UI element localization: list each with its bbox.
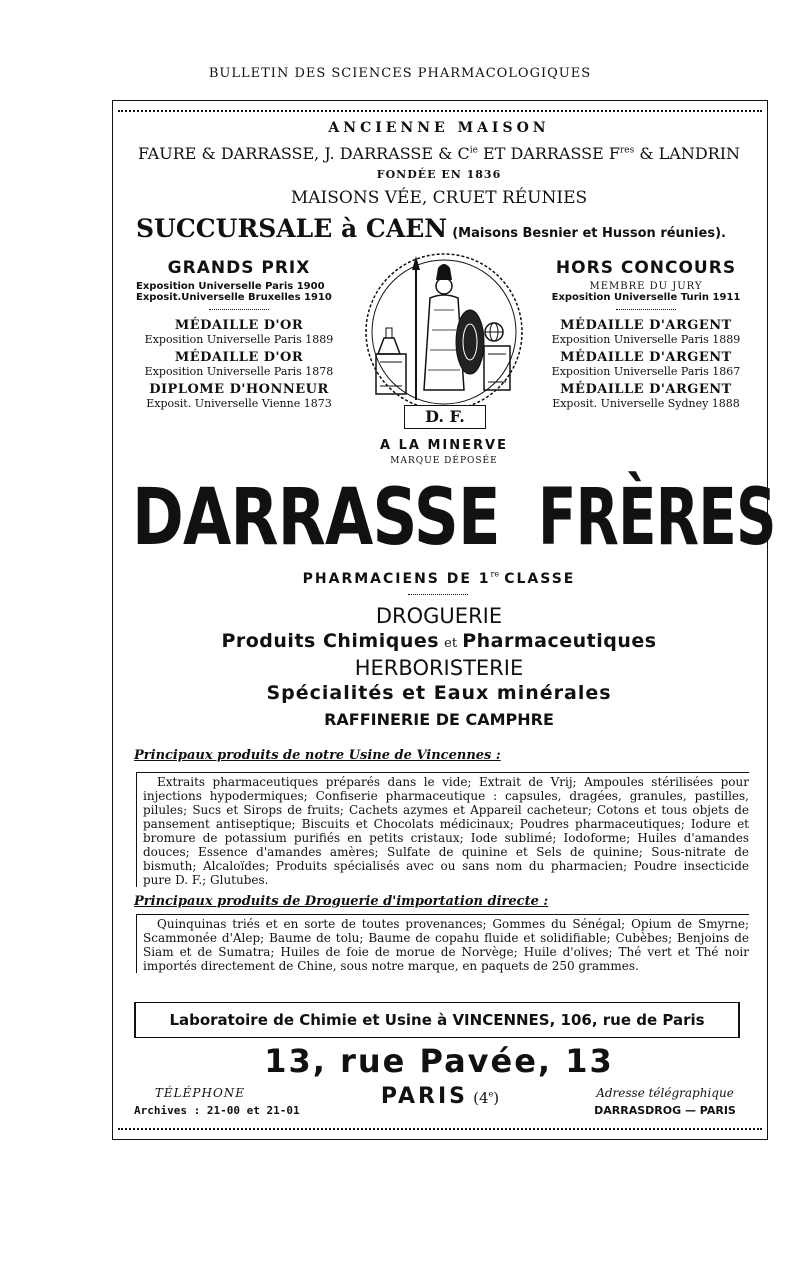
marque-deposee: MARQUE DÉPOSÉE [390,456,498,466]
partners-sup-b: res [620,145,635,156]
minerva-emblem [354,250,534,430]
laboratoire-box: Laboratoire de Chimie et Usine à VINCENNES, 106, rue de Paris [134,1002,740,1038]
left-ornament-rule [209,309,269,310]
street-address: 13, rue Pavée, 13 [264,1042,614,1080]
city: PARIS [380,1084,468,1109]
right-medal-2-title: MÉDAILLE D'ARGENT [560,350,732,365]
arrondissement-close: ) [493,1089,500,1107]
produits-chimiques: Produits Chimiques [221,630,440,652]
bottom-border-ornament [118,1128,762,1130]
awards-left [134,258,344,410]
telegraph-value: DARRASDROG — PARIS [594,1104,736,1117]
telephone-value: Archives : 21-00 et 21-01 [134,1104,300,1117]
produits-line [112,630,766,652]
brand-name-darrasse: DARRASSE [132,473,500,563]
a-la-minerve: A LA MINERVE [380,438,508,453]
left-medal-1-sub: Exposition Universelle Paris 1889 [144,333,334,346]
right-medal-3-sub: Exposit. Universelle Sydney 1888 [552,397,740,410]
left-medal-3-sub: Exposit. Universelle Vienne 1873 [146,397,332,410]
city-line [330,1084,550,1109]
pharmaciens-part-b: CLASSE [504,571,576,587]
right-medal-1-sub: Exposition Universelle Paris 1889 [551,333,741,346]
partners-part-b: ET DARRASSE F [483,144,620,163]
hors-concours-title: HORS CONCOURS [555,258,737,278]
arrondissement-sup: e [488,1089,494,1099]
left-medal-1-title: MÉDAILLE D'OR [174,318,304,333]
partners-part-a: FAURE & DARRASSE, J. DARRASSE & C [137,144,470,163]
grands-prix-title: GRANDS PRIX [167,258,311,278]
succursale-line [136,214,766,243]
left-medal-2-title: MÉDAILLE D'OR [174,350,304,365]
ancienne-maison: ANCIENNE MAISON [328,120,550,136]
partners-line [112,144,766,163]
partners-sup-a: ie [469,145,478,156]
pharmaciens-sup: re [490,569,500,579]
maisons-reunies: MAISONS VÉE, CRUET RÉUNIES [290,188,588,208]
partners-part-c: & LANDRIN [639,144,741,163]
produits-et: et [444,636,458,651]
running-title: BULLETIN DES SCIENCES PHARMACOLOGIQUES [208,66,592,81]
right-medal-1-title: MÉDAILLE D'ARGENT [560,318,732,333]
grands-prix-line-1: Exposition Universelle Paris 1900 [136,281,325,292]
right-medal-2-sub: Exposition Universelle Paris 1867 [551,365,741,378]
section2-body: Quinquinas triés et en sorte de toutes provenances; Gommes du Sénégal; Opium de Smyrne; Scammonée d'Alep; Baume de tolu; Baume de copahu fluide et solidifiable; Cubèbes; Benjoins de Siam et de Sumatra; Huiles de foie de morue de Norvège; Huile d'olives; Thé vert et Thé noir importés directement de Chine, sous notre marque, en paquets de 250 grammes. [136,914,749,973]
df-plaque: D. F. [404,405,486,429]
membre-du-jury: MEMBRE DU JURY [589,281,703,292]
droguerie: DROGUERIE [375,604,503,628]
herboristerie: HERBORISTERIE [354,656,524,680]
section2-heading: Principaux produits de Droguerie d'importation directe : [134,894,549,909]
telephone-label: TÉLÉPHONE [154,1086,246,1100]
turin-exposition: Exposition Universelle Turin 1911 [551,292,741,303]
right-medal-3-title: MÉDAILLE D'ARGENT [560,382,732,397]
pharmaciens-line [112,568,766,587]
specialites: Spécialités et Eaux minérales [266,682,612,704]
fondee: FONDÉE EN 1836 [376,168,502,181]
pharmaciens-ornament [408,594,468,595]
succursale: SUCCURSALE à CAEN [136,214,448,243]
succursale-note: (Maisons Besnier et Husson réunies). [452,226,726,241]
right-ornament-rule [616,309,676,310]
telegraph-label: Adresse télégraphique [596,1086,734,1100]
left-medal-2-sub: Exposition Universelle Paris 1878 [144,365,334,378]
produits-pharmaceutiques: Pharmaceutiques [462,630,657,652]
left-medal-3-title: DIPLOME D'HONNEUR [149,382,329,397]
section1-heading: Principaux produits de notre Usine de Vincennes : [134,748,501,763]
awards-right [546,258,746,410]
brand-name-freres: FRÈRES [538,473,776,563]
arrondissement-open: (4 [473,1089,489,1107]
pharmaciens-part-a: PHARMACIENS DE 1 [302,571,491,587]
raffinerie: RAFFINERIE DE CAMPHRE [324,710,554,729]
section1-body: Extraits pharmaceutiques préparés dans le vide; Extrait de Vrij; Ampoules stérilisées pour injections hypodermiques; Confiserie pharmaceutique : capsules, dragées, granules, pastilles, pilules; Sucs et Sirops de fruits; Cachets azymes et Appareil cacheteur; Cotons et tous objets de pansement antiseptique; Biscuits et Chocolats médicinaux; Poudres pharmaceutiques; Iodure et bromure de potassium purifiés en petits cristaux; Iode sublimé; Iodoforme; Huiles d'amandes douces; Essence d'amandes amères; Sulfate de quinine et Sels de quinine; Sous-nitrate de bismuth; Alcaloïdes; Produits spécialisés avec ou sans nom du pharmacien; Poudre insecticide pure D. F.; Glutubes. [136,772,749,887]
top-border-ornament [118,110,762,112]
grands-prix-line-2: Exposit.Universelle Bruxelles 1910 [136,292,332,303]
